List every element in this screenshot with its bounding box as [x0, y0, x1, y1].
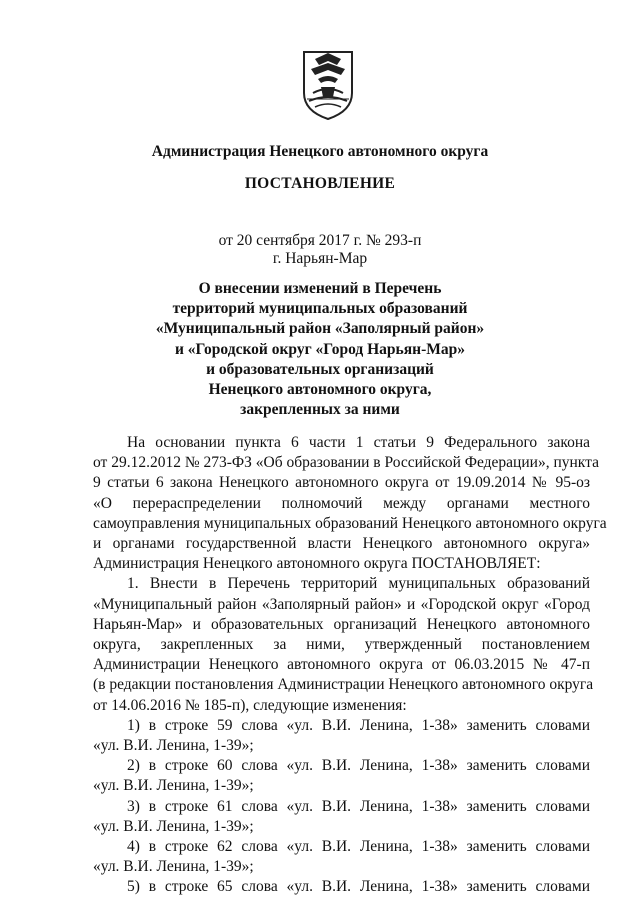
list-item-line: 3) в строке 61 слова «ул. В.И. Ленина, 1-38» заменить словами — [127, 797, 590, 815]
title-line: «Муниципальный район «Заполярный район» — [155, 320, 485, 338]
body-line: от 29.12.2012 № 273-ФЗ «Об образовании в Российской Федерации», пункта — [93, 454, 599, 472]
list-item-line: «ул. В.И. Ленина, 1-39»; — [93, 777, 254, 795]
document-city: г. Нарьян-Мар — [272, 250, 368, 267]
body-line: 1. Внести в Перечень территорий муниципальных образований — [127, 575, 590, 593]
body-line: Администрация Ненецкого автономного округа ПОСТАНОВЛЯЕТ: — [93, 555, 541, 573]
list-item-line: «ул. В.И. Ленина, 1-39»; — [93, 737, 254, 755]
body-line: (в редакции постановления Администрации Ненецкого автономного округа — [93, 676, 594, 694]
coat-of-arms-emblem — [301, 49, 355, 121]
body-line: округа, закрепленных за ними, утвержденный постановлением — [93, 636, 590, 654]
document-body — [93, 433, 607, 898]
list-item-line: 5) в строке 65 слова «ул. В.И. Ленина, 1-38» заменить словами — [127, 878, 590, 896]
list-item-line: «ул. В.И. Ленина, 1-39»; — [93, 858, 254, 876]
body-line: На основании пункта 6 части 1 статьи 9 Федерального закона — [127, 434, 590, 451]
body-line: «О перераспределении полномочий между органами местного — [93, 494, 590, 512]
title-line: территорий муниципальных образований — [172, 300, 468, 318]
title-line: Ненецкого автономного округа, — [208, 381, 432, 399]
body-line: от 14.06.2016 № 185-п), следующие изменения: — [93, 696, 407, 714]
body-line: «Муниципальный район «Заполярный район» и «Городской округ «Город — [93, 595, 590, 613]
document-type: ПОСТАНОВЛЕНИЕ — [244, 175, 396, 192]
body-line: 9 статьи 6 закона Ненецкого автономного округа от 19.09.2014 № 95-оз — [93, 474, 590, 492]
title-line: закрепленных за ними — [240, 401, 400, 419]
list-item-line: 2) в строке 60 слова «ул. В.И. Ленина, 1-38» заменить словами — [127, 757, 590, 775]
document-date-number: от 20 сентября 2017 г. № 293-п — [218, 232, 422, 249]
list-item-line: 4) в строке 62 слова «ул. В.И. Ленина, 1-38» заменить словами — [127, 838, 590, 856]
organization-name: Администрация Ненецкого автономного округа — [151, 143, 489, 160]
title-line: О внесении изменений в Перечень — [198, 280, 442, 297]
body-line: Нарьян-Мар» и образовательных организаций Ненецкого автономного — [93, 615, 590, 633]
body-line: Администрации Ненецкого автономного округа от 06.03.2015 № 47-п — [93, 656, 590, 674]
body-line: и органами государственной власти Ненецкого автономного округа» — [93, 535, 590, 553]
title-line: и образовательных организаций — [206, 360, 434, 378]
body-line: самоуправления муниципальных образований Ненецкого автономного округа — [93, 514, 607, 532]
title-line: и «Городской округ «Город Нарьян-Мар» — [175, 340, 465, 358]
document-title — [0, 279, 640, 420]
list-item-line: «ул. В.И. Ленина, 1-39»; — [93, 817, 254, 835]
list-item-line: 1) в строке 59 слова «ул. В.И. Ленина, 1-38» заменить словами — [127, 716, 590, 734]
